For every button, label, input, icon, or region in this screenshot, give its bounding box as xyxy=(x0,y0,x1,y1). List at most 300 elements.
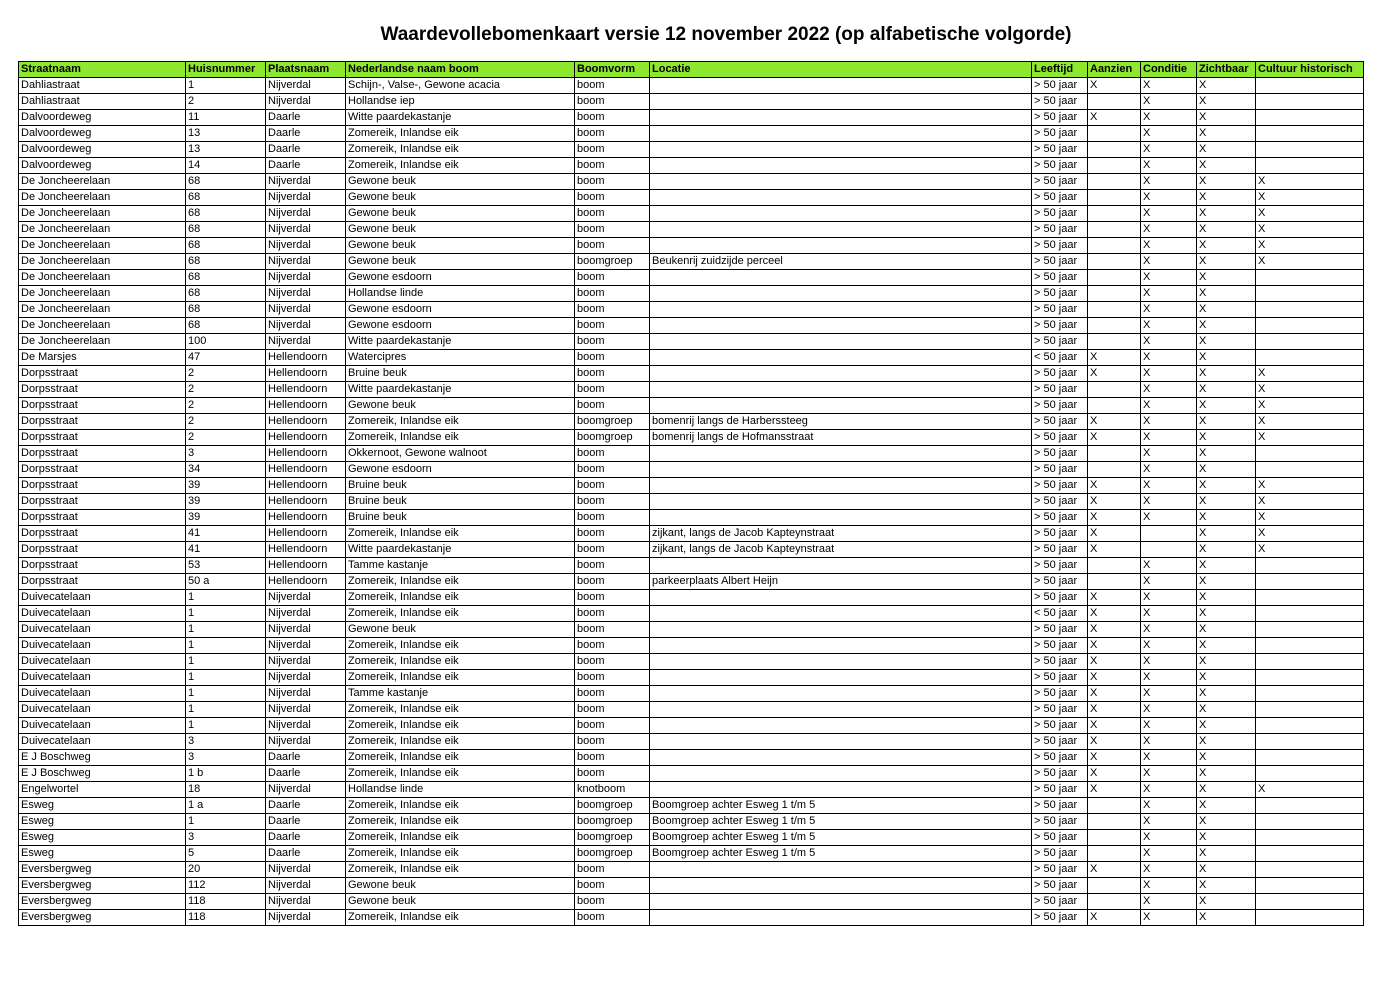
cell-tree-name: Schijn-, Valse-, Gewone acacia xyxy=(346,78,575,94)
cell-visible: X xyxy=(1197,366,1256,382)
cell-tree-form: boom xyxy=(575,606,650,622)
cell-visible: X xyxy=(1197,174,1256,190)
cell-cultural-historic xyxy=(1256,734,1364,750)
cell-house-number: 118 xyxy=(186,894,266,910)
cell-location: bomenrij langs de Hofmansstraat xyxy=(650,430,1032,446)
cell-house-number: 68 xyxy=(186,222,266,238)
cell-street: Dorpsstraat xyxy=(19,366,186,382)
cell-location xyxy=(650,590,1032,606)
cell-appearance: X xyxy=(1088,686,1141,702)
cell-house-number: 68 xyxy=(186,190,266,206)
cell-cultural-historic: X xyxy=(1256,238,1364,254)
cell-tree-form: boom xyxy=(575,446,650,462)
cell-street: Esweg xyxy=(19,814,186,830)
cell-condition: X xyxy=(1141,510,1197,526)
cell-appearance xyxy=(1088,270,1141,286)
cell-location xyxy=(650,174,1032,190)
cell-house-number: 1 xyxy=(186,606,266,622)
cell-condition: X xyxy=(1141,734,1197,750)
cell-street: Eversbergweg xyxy=(19,862,186,878)
cell-tree-form: boom xyxy=(575,638,650,654)
cell-age: > 50 jaar xyxy=(1032,430,1088,446)
cell-house-number: 1 xyxy=(186,670,266,686)
cell-age: > 50 jaar xyxy=(1032,638,1088,654)
cell-location: Boomgroep achter Esweg 1 t/m 5 xyxy=(650,830,1032,846)
cell-location xyxy=(650,654,1032,670)
cell-condition: X xyxy=(1141,126,1197,142)
cell-house-number: 3 xyxy=(186,734,266,750)
cell-house-number: 47 xyxy=(186,350,266,366)
cell-house-number: 68 xyxy=(186,174,266,190)
cell-visible: X xyxy=(1197,478,1256,494)
cell-visible: X xyxy=(1197,910,1256,926)
cell-place: Nijverdal xyxy=(266,622,346,638)
cell-location xyxy=(650,94,1032,110)
cell-condition: X xyxy=(1141,894,1197,910)
cell-tree-form: boomgroep xyxy=(575,414,650,430)
cell-street: Dorpsstraat xyxy=(19,398,186,414)
cell-visible: X xyxy=(1197,334,1256,350)
cell-street: De Joncheerelaan xyxy=(19,302,186,318)
cell-visible: X xyxy=(1197,446,1256,462)
trees-table xyxy=(18,61,1364,926)
cell-condition: X xyxy=(1141,318,1197,334)
cell-visible: X xyxy=(1197,734,1256,750)
cell-appearance xyxy=(1088,94,1141,110)
cell-location xyxy=(650,78,1032,94)
cell-cultural-historic xyxy=(1256,94,1364,110)
cell-appearance: X xyxy=(1088,862,1141,878)
cell-visible: X xyxy=(1197,430,1256,446)
cell-street: De Joncheerelaan xyxy=(19,254,186,270)
cell-tree-form: boom xyxy=(575,670,650,686)
cell-tree-form: boom xyxy=(575,910,650,926)
cell-tree-form: boom xyxy=(575,766,650,782)
cell-tree-form: boom xyxy=(575,270,650,286)
cell-age: > 50 jaar xyxy=(1032,174,1088,190)
cell-tree-form: boom xyxy=(575,158,650,174)
cell-tree-form: boom xyxy=(575,654,650,670)
cell-visible: X xyxy=(1197,110,1256,126)
cell-cultural-historic: X xyxy=(1256,206,1364,222)
cell-street: De Joncheerelaan xyxy=(19,222,186,238)
cell-age: > 50 jaar xyxy=(1032,862,1088,878)
cell-location xyxy=(650,558,1032,574)
cell-cultural-historic xyxy=(1256,158,1364,174)
table-header-row xyxy=(19,62,1364,78)
table-row xyxy=(19,654,1364,670)
cell-cultural-historic: X xyxy=(1256,254,1364,270)
cell-appearance xyxy=(1088,446,1141,462)
cell-visible: X xyxy=(1197,350,1256,366)
cell-cultural-historic xyxy=(1256,798,1364,814)
cell-location xyxy=(650,638,1032,654)
cell-appearance: X xyxy=(1088,366,1141,382)
cell-place: Nijverdal xyxy=(266,286,346,302)
cell-house-number: 39 xyxy=(186,510,266,526)
cell-condition: X xyxy=(1141,910,1197,926)
cell-appearance: X xyxy=(1088,590,1141,606)
cell-tree-name: Bruine beuk xyxy=(346,510,575,526)
cell-house-number: 1 xyxy=(186,718,266,734)
cell-tree-name: Zomereik, Inlandse eik xyxy=(346,430,575,446)
cell-house-number: 13 xyxy=(186,142,266,158)
cell-street: Dorpsstraat xyxy=(19,526,186,542)
cell-tree-name: Gewone esdoorn xyxy=(346,302,575,318)
cell-tree-name: Zomereik, Inlandse eik xyxy=(346,862,575,878)
cell-place: Daarle xyxy=(266,766,346,782)
cell-place: Hellendoorn xyxy=(266,574,346,590)
cell-location xyxy=(650,734,1032,750)
cell-tree-form: boom xyxy=(575,302,650,318)
cell-tree-name: Zomereik, Inlandse eik xyxy=(346,814,575,830)
cell-street: Eversbergweg xyxy=(19,894,186,910)
column-header-age: Leeftijd xyxy=(1032,62,1088,78)
cell-location xyxy=(650,158,1032,174)
cell-age: > 50 jaar xyxy=(1032,910,1088,926)
table-row xyxy=(19,94,1364,110)
cell-place: Nijverdal xyxy=(266,94,346,110)
table-row xyxy=(19,590,1364,606)
cell-place: Hellendoorn xyxy=(266,558,346,574)
cell-place: Daarle xyxy=(266,126,346,142)
cell-appearance xyxy=(1088,318,1141,334)
cell-appearance: X xyxy=(1088,478,1141,494)
cell-place: Nijverdal xyxy=(266,302,346,318)
cell-street: Duivecatelaan xyxy=(19,686,186,702)
column-header-tree-name: Nederlandse naam boom xyxy=(346,62,575,78)
cell-tree-name: Watercipres xyxy=(346,350,575,366)
column-header-house-number: Huisnummer xyxy=(186,62,266,78)
cell-location xyxy=(650,718,1032,734)
cell-condition: X xyxy=(1141,670,1197,686)
cell-tree-form: boom xyxy=(575,702,650,718)
table-row xyxy=(19,702,1364,718)
table-row xyxy=(19,206,1364,222)
cell-appearance xyxy=(1088,846,1141,862)
cell-cultural-historic: X xyxy=(1256,542,1364,558)
cell-cultural-historic xyxy=(1256,670,1364,686)
cell-visible: X xyxy=(1197,670,1256,686)
cell-place: Nijverdal xyxy=(266,686,346,702)
cell-location xyxy=(650,462,1032,478)
cell-visible: X xyxy=(1197,414,1256,430)
cell-place: Nijverdal xyxy=(266,734,346,750)
column-header-tree-form: Boomvorm xyxy=(575,62,650,78)
cell-age: > 50 jaar xyxy=(1032,830,1088,846)
cell-condition: X xyxy=(1141,766,1197,782)
table-row xyxy=(19,254,1364,270)
cell-tree-name: Zomereik, Inlandse eik xyxy=(346,638,575,654)
cell-condition: X xyxy=(1141,190,1197,206)
cell-appearance xyxy=(1088,878,1141,894)
cell-cultural-historic xyxy=(1256,878,1364,894)
cell-location xyxy=(650,382,1032,398)
cell-house-number: 68 xyxy=(186,270,266,286)
cell-cultural-historic xyxy=(1256,270,1364,286)
cell-street: Dorpsstraat xyxy=(19,574,186,590)
cell-house-number: 20 xyxy=(186,862,266,878)
cell-location xyxy=(650,190,1032,206)
cell-cultural-historic xyxy=(1256,142,1364,158)
cell-age: > 50 jaar xyxy=(1032,110,1088,126)
cell-appearance xyxy=(1088,894,1141,910)
cell-appearance: X xyxy=(1088,638,1141,654)
cell-house-number: 3 xyxy=(186,750,266,766)
cell-visible: X xyxy=(1197,398,1256,414)
cell-cultural-historic xyxy=(1256,590,1364,606)
cell-place: Nijverdal xyxy=(266,638,346,654)
cell-location xyxy=(650,318,1032,334)
cell-place: Nijverdal xyxy=(266,174,346,190)
cell-house-number: 13 xyxy=(186,126,266,142)
cell-house-number: 118 xyxy=(186,910,266,926)
cell-tree-name: Tamme kastanje xyxy=(346,558,575,574)
cell-house-number: 1 xyxy=(186,622,266,638)
cell-street: Dalvoordeweg xyxy=(19,110,186,126)
table-row xyxy=(19,814,1364,830)
cell-appearance xyxy=(1088,126,1141,142)
cell-visible: X xyxy=(1197,382,1256,398)
cell-tree-form: boom xyxy=(575,558,650,574)
cell-visible: X xyxy=(1197,830,1256,846)
cell-condition: X xyxy=(1141,718,1197,734)
cell-street: Dorpsstraat xyxy=(19,462,186,478)
cell-house-number: 3 xyxy=(186,830,266,846)
table-row xyxy=(19,574,1364,590)
cell-house-number: 14 xyxy=(186,158,266,174)
cell-tree-form: boom xyxy=(575,462,650,478)
cell-visible: X xyxy=(1197,462,1256,478)
cell-tree-form: boom xyxy=(575,686,650,702)
table-row xyxy=(19,750,1364,766)
cell-location xyxy=(650,366,1032,382)
table-row xyxy=(19,894,1364,910)
cell-visible: X xyxy=(1197,862,1256,878)
cell-street: Dahliastraat xyxy=(19,78,186,94)
cell-place: Nijverdal xyxy=(266,190,346,206)
cell-cultural-historic: X xyxy=(1256,430,1364,446)
cell-visible: X xyxy=(1197,622,1256,638)
cell-tree-name: Hollandse linde xyxy=(346,286,575,302)
cell-house-number: 41 xyxy=(186,526,266,542)
cell-tree-form: boom xyxy=(575,206,650,222)
cell-cultural-historic xyxy=(1256,558,1364,574)
table-row xyxy=(19,430,1364,446)
table-row xyxy=(19,862,1364,878)
cell-visible: X xyxy=(1197,190,1256,206)
cell-place: Hellendoorn xyxy=(266,462,346,478)
cell-age: > 50 jaar xyxy=(1032,798,1088,814)
cell-location: Beukenrij zuidzijde perceel xyxy=(650,254,1032,270)
cell-place: Nijverdal xyxy=(266,702,346,718)
cell-tree-form: boom xyxy=(575,366,650,382)
cell-tree-name: Zomereik, Inlandse eik xyxy=(346,830,575,846)
table-row xyxy=(19,846,1364,862)
cell-place: Nijverdal xyxy=(266,590,346,606)
column-header-place: Plaatsnaam xyxy=(266,62,346,78)
cell-location: Boomgroep achter Esweg 1 t/m 5 xyxy=(650,846,1032,862)
cell-condition: X xyxy=(1141,302,1197,318)
cell-tree-name: Gewone beuk xyxy=(346,398,575,414)
cell-location xyxy=(650,894,1032,910)
cell-condition: X xyxy=(1141,638,1197,654)
cell-street: Duivecatelaan xyxy=(19,670,186,686)
cell-cultural-historic xyxy=(1256,126,1364,142)
table-row xyxy=(19,270,1364,286)
cell-appearance xyxy=(1088,382,1141,398)
cell-tree-name: Bruine beuk xyxy=(346,478,575,494)
cell-tree-form: boom xyxy=(575,494,650,510)
table-row xyxy=(19,558,1364,574)
cell-visible: X xyxy=(1197,142,1256,158)
cell-street: Duivecatelaan xyxy=(19,622,186,638)
cell-location xyxy=(650,702,1032,718)
cell-appearance: X xyxy=(1088,494,1141,510)
cell-tree-form: boom xyxy=(575,750,650,766)
cell-age: < 50 jaar xyxy=(1032,606,1088,622)
cell-place: Hellendoorn xyxy=(266,494,346,510)
cell-street: Engelwortel xyxy=(19,782,186,798)
cell-street: De Joncheerelaan xyxy=(19,174,186,190)
cell-condition: X xyxy=(1141,254,1197,270)
cell-cultural-historic xyxy=(1256,830,1364,846)
cell-condition: X xyxy=(1141,830,1197,846)
cell-place: Hellendoorn xyxy=(266,526,346,542)
cell-age: > 50 jaar xyxy=(1032,542,1088,558)
cell-cultural-historic xyxy=(1256,894,1364,910)
cell-location xyxy=(650,766,1032,782)
cell-place: Nijverdal xyxy=(266,334,346,350)
cell-cultural-historic xyxy=(1256,862,1364,878)
cell-tree-name: Hollandse linde xyxy=(346,782,575,798)
cell-condition: X xyxy=(1141,158,1197,174)
cell-condition: X xyxy=(1141,142,1197,158)
cell-age: < 50 jaar xyxy=(1032,350,1088,366)
cell-visible: X xyxy=(1197,782,1256,798)
table-row xyxy=(19,318,1364,334)
cell-place: Daarle xyxy=(266,110,346,126)
cell-place: Daarle xyxy=(266,830,346,846)
cell-cultural-historic xyxy=(1256,766,1364,782)
cell-location xyxy=(650,478,1032,494)
table-row xyxy=(19,238,1364,254)
cell-tree-name: Gewone beuk xyxy=(346,894,575,910)
cell-condition: X xyxy=(1141,686,1197,702)
cell-appearance: X xyxy=(1088,414,1141,430)
cell-condition: X xyxy=(1141,494,1197,510)
cell-age: > 50 jaar xyxy=(1032,766,1088,782)
cell-tree-form: boom xyxy=(575,382,650,398)
cell-street: Dorpsstraat xyxy=(19,446,186,462)
cell-visible: X xyxy=(1197,702,1256,718)
cell-age: > 50 jaar xyxy=(1032,734,1088,750)
cell-location xyxy=(650,494,1032,510)
cell-tree-form: boom xyxy=(575,574,650,590)
cell-street: De Joncheerelaan xyxy=(19,286,186,302)
cell-tree-name: Zomereik, Inlandse eik xyxy=(346,702,575,718)
cell-appearance xyxy=(1088,238,1141,254)
cell-visible: X xyxy=(1197,286,1256,302)
table-row xyxy=(19,462,1364,478)
cell-street: De Joncheerelaan xyxy=(19,334,186,350)
cell-street: De Joncheerelaan xyxy=(19,238,186,254)
table-row xyxy=(19,302,1364,318)
cell-street: Duivecatelaan xyxy=(19,606,186,622)
cell-condition: X xyxy=(1141,750,1197,766)
cell-place: Daarle xyxy=(266,846,346,862)
cell-appearance: X xyxy=(1088,654,1141,670)
cell-age: > 50 jaar xyxy=(1032,334,1088,350)
cell-age: > 50 jaar xyxy=(1032,414,1088,430)
cell-condition xyxy=(1141,526,1197,542)
cell-location xyxy=(650,606,1032,622)
cell-age: > 50 jaar xyxy=(1032,782,1088,798)
cell-street: Dorpsstraat xyxy=(19,558,186,574)
cell-condition: X xyxy=(1141,398,1197,414)
cell-cultural-historic: X xyxy=(1256,782,1364,798)
cell-location xyxy=(650,126,1032,142)
cell-tree-form: boomgroep xyxy=(575,830,650,846)
cell-place: Daarle xyxy=(266,798,346,814)
cell-visible: X xyxy=(1197,270,1256,286)
cell-appearance xyxy=(1088,190,1141,206)
cell-visible: X xyxy=(1197,814,1256,830)
cell-cultural-historic: X xyxy=(1256,174,1364,190)
table-row xyxy=(19,158,1364,174)
cell-street: De Joncheerelaan xyxy=(19,206,186,222)
cell-tree-form: boom xyxy=(575,398,650,414)
cell-tree-name: Gewone beuk xyxy=(346,190,575,206)
cell-place: Hellendoorn xyxy=(266,510,346,526)
cell-location xyxy=(650,110,1032,126)
cell-condition: X xyxy=(1141,590,1197,606)
cell-place: Hellendoorn xyxy=(266,350,346,366)
cell-house-number: 50 a xyxy=(186,574,266,590)
cell-location xyxy=(650,206,1032,222)
cell-house-number: 1 xyxy=(186,702,266,718)
cell-cultural-historic: X xyxy=(1256,398,1364,414)
cell-condition: X xyxy=(1141,206,1197,222)
cell-tree-name: Gewone esdoorn xyxy=(346,318,575,334)
cell-tree-name: Witte paardekastanje xyxy=(346,382,575,398)
cell-location xyxy=(650,910,1032,926)
cell-house-number: 112 xyxy=(186,878,266,894)
cell-cultural-historic: X xyxy=(1256,382,1364,398)
cell-house-number: 3 xyxy=(186,446,266,462)
cell-age: > 50 jaar xyxy=(1032,846,1088,862)
cell-cultural-historic xyxy=(1256,606,1364,622)
cell-tree-form: boomgroep xyxy=(575,814,650,830)
cell-condition: X xyxy=(1141,446,1197,462)
cell-street: Dahliastraat xyxy=(19,94,186,110)
table-row xyxy=(19,382,1364,398)
cell-age: > 50 jaar xyxy=(1032,718,1088,734)
cell-location: bomenrij langs de Harberssteeg xyxy=(650,414,1032,430)
cell-visible: X xyxy=(1197,894,1256,910)
cell-location xyxy=(650,670,1032,686)
table-row xyxy=(19,606,1364,622)
cell-cultural-historic xyxy=(1256,750,1364,766)
cell-visible: X xyxy=(1197,606,1256,622)
cell-condition: X xyxy=(1141,622,1197,638)
cell-appearance: X xyxy=(1088,766,1141,782)
cell-condition: X xyxy=(1141,558,1197,574)
cell-age: > 50 jaar xyxy=(1032,526,1088,542)
cell-tree-form: boom xyxy=(575,622,650,638)
cell-condition: X xyxy=(1141,606,1197,622)
cell-tree-form: boom xyxy=(575,478,650,494)
